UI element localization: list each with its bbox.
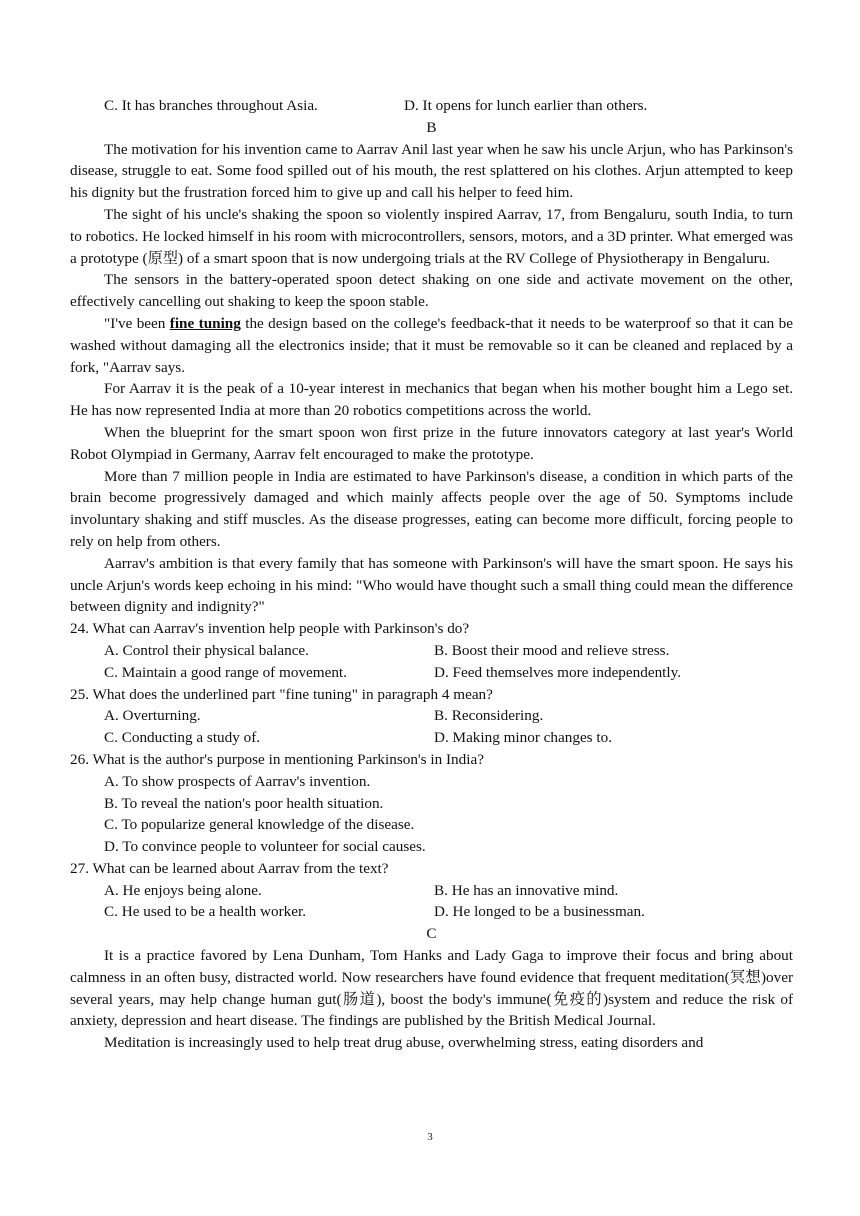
q24-option-b: B. Boost their mood and relieve stress.	[434, 641, 670, 659]
exam-page	[70, 95, 793, 1054]
passage-b-paragraph-8: Aarrav's ambition is that every family that has someone with Parkinson's will have the smart spoon. He says his uncle Arjun's words keep echoing in his mind: "Who would have thought such a small thing could mean the difference between dignity and indignity?"	[70, 554, 793, 616]
option-d: D. It opens for lunch earlier than others.	[404, 97, 648, 114]
question-26-stem: 26. What is the author's purpose in mentioning Parkinson's in India?	[70, 750, 484, 768]
question-25-options-row-1	[70, 705, 793, 727]
q26-option-b: B. To reveal the nation's poor health situation.	[104, 794, 384, 812]
section-b-heading: B	[426, 118, 437, 136]
option-c: C. It has branches throughout Asia.	[104, 97, 318, 114]
passage-b-paragraph-6: When the blueprint for the smart spoon won first prize in the future innovators category at last year's World Robot Olympiad in Germany, Aarrav felt encouraged to make the prototype.	[70, 423, 793, 463]
passage-b-paragraph-7: More than 7 million people in India are estimated to have Parkinson's disease, a condition in which parts of the brain become progressively damaged and which mainly affects people over the age of 50. Symptoms include involuntary shaking and stiff muscles. As the disease progresses, eating can become more difficult, forcing people to rely on help from others.	[70, 467, 793, 550]
q24-option-c: C. Maintain a good range of movement.	[104, 663, 347, 681]
question-27-options-row-2	[70, 901, 793, 923]
q25-option-c: C. Conducting a study of.	[104, 729, 261, 747]
q27-option-d: D. He longed to be a businessman.	[434, 903, 645, 921]
question-24-stem: 24. What can Aarrav's invention help people with Parkinson's do?	[70, 620, 470, 638]
question-24-options-row-1	[70, 640, 793, 662]
q24-option-d: D. Feed themselves more independently.	[434, 663, 682, 681]
section-c-heading: C	[426, 925, 437, 943]
q25-option-d: D. Making minor changes to.	[434, 729, 613, 747]
q26-option-d: D. To convince people to volunteer for social causes.	[104, 838, 426, 856]
page-number: 3	[427, 1131, 433, 1143]
question-27-options-row-1	[70, 880, 793, 902]
q26-option-a: A. To show prospects of Aarrav's invention.	[104, 772, 371, 790]
question-25-options-row-2	[70, 727, 793, 749]
question-25-stem: 25. What does the underlined part "fine tuning" in paragraph 4 mean?	[70, 685, 493, 703]
passage-b-paragraph-4	[70, 313, 793, 378]
passage-b-paragraph-3: The sensors in the battery-operated spoon detect shaking on one side and activate movement on the other, effectively cancelling out shaking to keep the spoon stable.	[70, 271, 793, 311]
q27-option-a: A. He enjoys being alone.	[104, 881, 262, 899]
paragraph-4-text-end: the design based on the college's feedback-that it needs to be waterproof so that it can be washed without damaging all the electronics inside; that it must be removable so it can be cleaned and replaced by a fork, "Aarrav says.	[70, 314, 793, 376]
q24-option-a: A. Control their physical balance.	[104, 641, 309, 659]
passage-b-paragraph-2: The sight of his uncle's shaking the spoon so violently inspired Aarrav, 17, from Bengaluru, south India, to turn to robotics. He locked himself in his room with microcontrollers, sensors, motors, and a 3D printer. What emerged was a prototype (原型) of a smart spoon that is now undergoing trials at the RV College of Physiotherapy in Bengaluru.	[70, 205, 793, 267]
q25-option-b: B. Reconsidering.	[434, 707, 544, 725]
q27-option-c: C. He used to be a health worker.	[104, 903, 307, 921]
passage-b-paragraph-5: For Aarrav it is the peak of a 10-year interest in mechanics that began when his mother bought him a Lego set. He has now represented India at more than 20 robotics competitions across the world.	[70, 380, 793, 420]
q25-option-a: A. Overturning.	[104, 707, 201, 725]
passage-b-paragraph-1: The motivation for his invention came to Aarrav Anil last year when he saw his uncle Arjun, who has Parkinson's disease, struggle to eat. Some food spilled out of his mouth, the rest splattered on his clothes. Arjun attempted to keep his dignity but the frustration forced him to give up and call his helper to feed him.	[70, 140, 793, 202]
prev-question-options	[70, 95, 793, 117]
q26-option-c: C. To popularize general knowledge of the disease.	[104, 816, 415, 834]
underlined-phrase: fine tuning	[169, 314, 241, 332]
question-27-stem: 27. What can be learned about Aarrav from the text?	[70, 859, 389, 877]
question-24-options-row-2	[70, 662, 793, 684]
passage-c-paragraph-2: Meditation is increasingly used to help treat drug abuse, overwhelming stress, eating disorders and	[104, 1034, 704, 1052]
paragraph-4-text-start: "I've been	[104, 314, 170, 332]
q27-option-b: B. He has an innovative mind.	[434, 881, 619, 899]
passage-c-paragraph-1: It is a practice favored by Lena Dunham, Tom Hanks and Lady Gaga to improve their focus and bring about calmness in an often busy, distracted world. Now researchers have found evidence that frequent meditation(冥想)over several years, may help change human gut(肠道), boost the body's immune(免疫的)system and reduce the risk of anxiety, depression and heart disease. The findings are published by the British Medical Journal.	[70, 947, 793, 1030]
